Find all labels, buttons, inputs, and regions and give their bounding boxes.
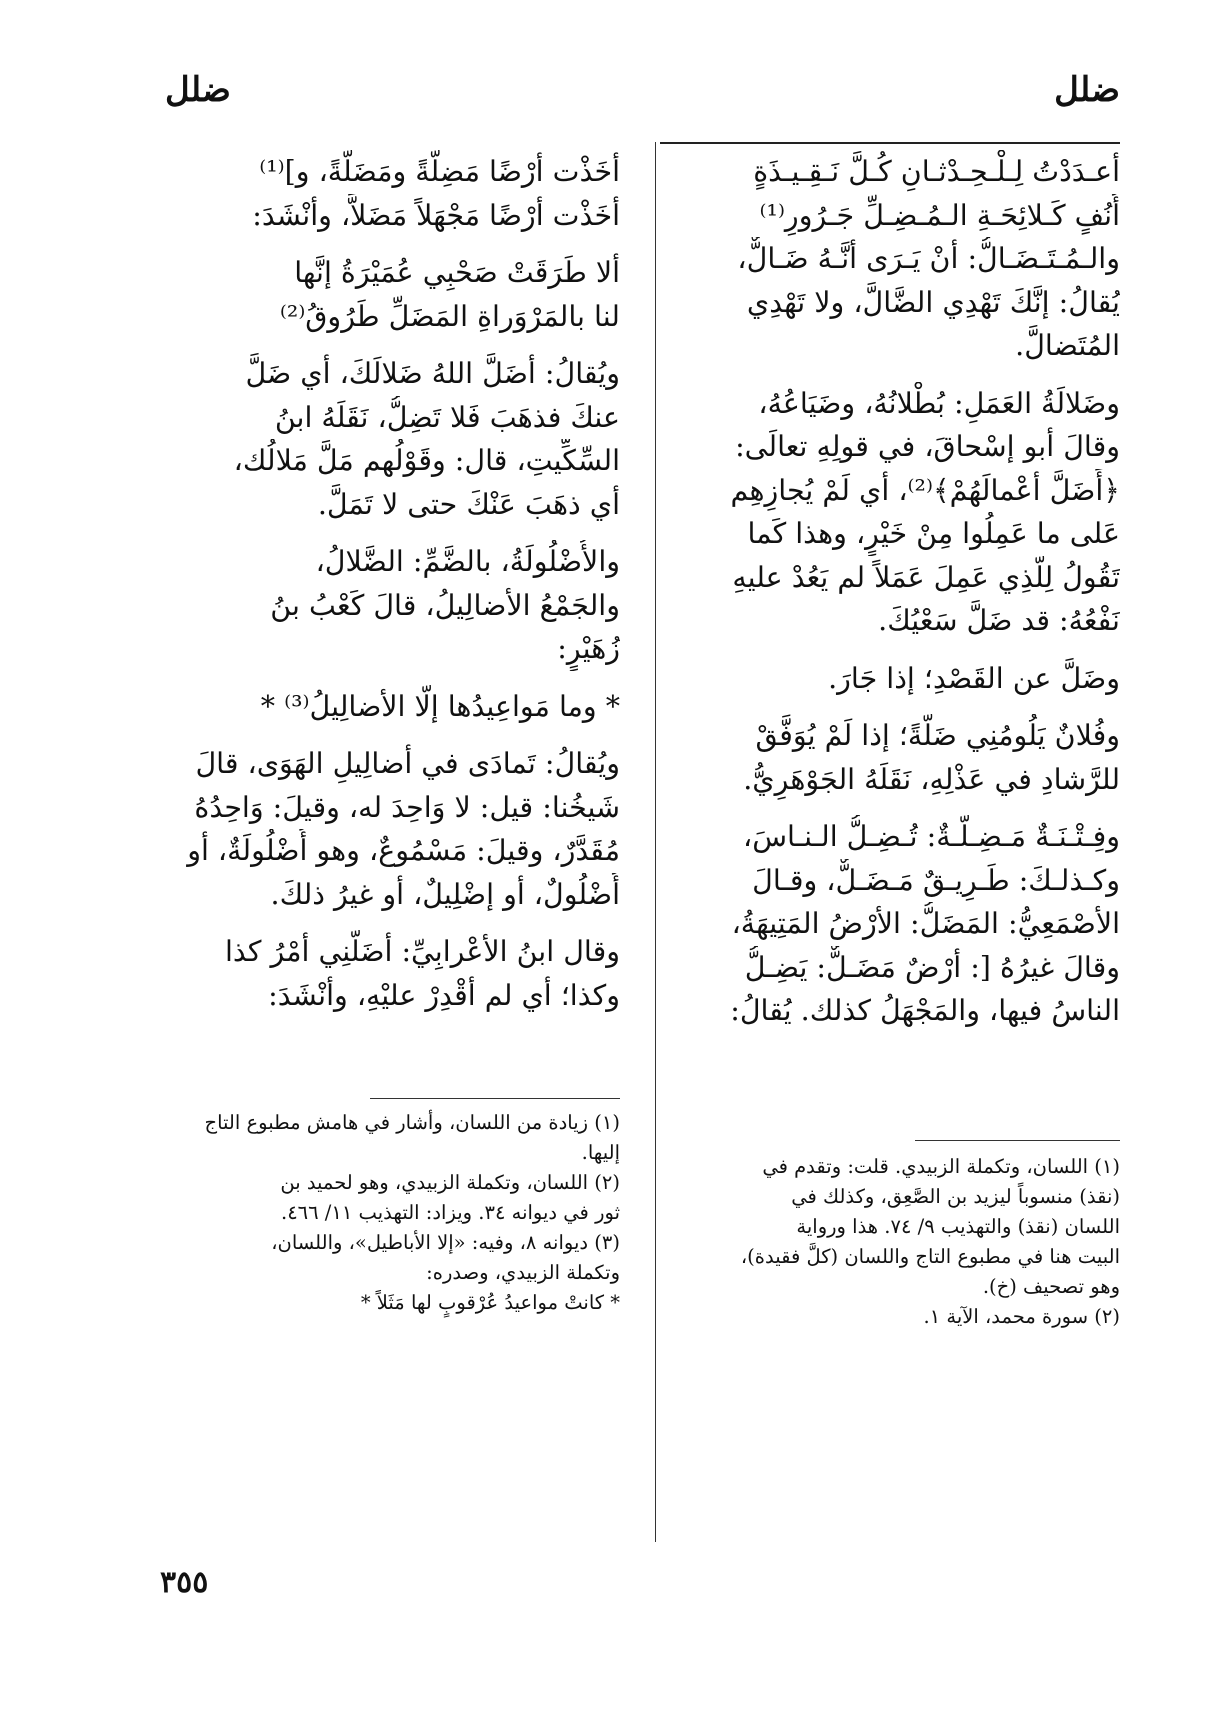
footnote-line: وتكملة الزبيدي، وصدره: — [426, 1261, 620, 1284]
page-number: ٣٥٥ — [160, 1565, 209, 1600]
text-line: ويُقالُ: أضَلَّ اللهُ ضَلالَكَ، أي ضَلَّ — [245, 357, 620, 390]
paragraph-gap — [150, 526, 620, 540]
text-line: أخَذْت أرْضًا مَضِلَّةً ومَضَلَّةً، و]⁽¹⁾ — [259, 155, 620, 188]
paragraph-gap — [655, 700, 1120, 714]
footnote-line: * كانتْ مواعيدُ عُرْقوبٍ لها مَثَلاً * — [360, 1291, 620, 1314]
footnote-line: (٢) سورة محمد، الآية ١. — [923, 1305, 1120, 1328]
text-line: زُهَيْرٍ: — [557, 632, 620, 665]
text-line: وقال ابنُ الأعْرابِيِّ: أضَلَّنِي أمْرُ كذا — [225, 935, 620, 968]
text-line: وقالَ أبو إسْحاقَ، في قولِهِ تعالَى: — [735, 430, 1120, 463]
text-line: عنكَ فذهَبَ فَلا تَضِلُّ، نَقَلَهُ ابنُ — [274, 400, 620, 434]
text-line: وفُلانٌ يَلُومُنِي ضَلَّةً؛ إذا لَمْ يُوَفَّقْ — [755, 719, 1120, 752]
text-line: يُقالُ: إنَّكَ تَهْدِي الضَّالَّ، ولا تَهْدِي — [746, 285, 1120, 319]
text-line: السِّكِّيتِ، قال: وقَوْلُهم مَلَّ مَلالُك، — [233, 444, 620, 477]
text-line: ألا طَرَقَتْ صَحْبِي عُمَيْرَةُ إنَّها — [294, 256, 620, 289]
footnote-line: (١) زيادة من اللسان، وأشار في هامش مطبوع التاج — [204, 1111, 620, 1134]
text-line: وضَلالَةُ العَمَلِ: بُطْلانُهُ، وضَيَاعُهُ، — [758, 386, 1120, 420]
text-line: وضَلَّ عن القَصْدِ؛ إذا جَارَ. — [828, 661, 1120, 695]
text-line: * وما مَواعِيدُها إلَّا الأضالِيلُ⁽³⁾ * — [260, 689, 620, 723]
text-line: والـمُـتَـضَـالُّ: أنْ يَـرَى أنَّـهُ ضَـالٌّ، — [737, 242, 1120, 275]
footnote-line: البيت هنا في مطبوع التاج واللسان (كلَّ فقيدة)، — [740, 1245, 1120, 1268]
text-line: وقالَ غيرُهُ [: أرْضٌ مَضَـلٌّ: يَضِـلُّ — [744, 950, 1120, 984]
text-line: نَفْعُهُ: قد ضَلَّ سَعْيُكَ. — [878, 604, 1120, 637]
footnote-rule-left — [370, 1098, 620, 1099]
left-column — [150, 150, 620, 1017]
text-line: تَقُولُ لِلَّذِي عَمِلَ عَمَلاً لم يَعُدْ عليهِ — [732, 560, 1120, 594]
text-line: المُتَضالَّ. — [1015, 329, 1120, 362]
text-line: والجَمْعُ الأضالِيلُ، قالَ كَعْبُ بنُ — [270, 588, 620, 622]
footnotes-left — [150, 1108, 620, 1318]
paragraph-gap — [150, 338, 620, 352]
text-line: وكـذلـكَ: طَـرِيـقٌ مَـضَـلٌّ، وقـالَ — [752, 863, 1120, 897]
paragraph-gap — [150, 671, 620, 685]
text-line: للرَّشادِ في عَذْلِهِ، نَقَلَهُ الجَوْهَرِيُّ. — [743, 762, 1120, 796]
footnotes-right — [655, 1152, 1120, 1332]
text-line: مُقَدَّرٌ، وقيلَ: مَسْمُوعٌ، وهو أُضْلُولَةٌ، أو — [187, 834, 620, 867]
text-line: أي ذهَبَ عَنْكَ حتى لا تَمَلَّ. — [317, 487, 620, 521]
running-headword-right: ضلل — [1054, 70, 1120, 110]
text-line: الأصْمَعِيُّ: المَضَلُّ: الأرْضُ المَتِيهَةُ، — [731, 907, 1120, 940]
text-line: وفِـتْـنَـةٌ مَـضِـلَّـةٌ: تُـضِـلُّ الـنـاسَ، — [743, 820, 1120, 853]
text-line: الناسُ فيها، والمَجْهَلُ كذلك. يُقالُ: — [730, 994, 1120, 1027]
text-line: أعـدَدْتُ لِـلْـحِـدْثـانِ كُـلَّ نَـقِـيـذَةٍ — [753, 155, 1120, 188]
running-headword-left: ضلل — [165, 70, 231, 110]
paragraph-gap — [655, 801, 1120, 815]
footnote-line: (٣) ديوانه ٨، وفيه: «إلا الأباطيل»، واللسان، — [271, 1231, 620, 1254]
text-line: ويُقالُ: تَمادَى في أضالِيلِ الهَوَى، قالَ — [195, 747, 620, 780]
text-line: والأُضْلُولَةُ، بالضَّمِّ: الضَّلالُ، — [315, 545, 620, 578]
paragraph-gap — [150, 916, 620, 930]
footnote-line: وهو تصحيف (خ). — [982, 1275, 1120, 1298]
footnote-line: (١) اللسان، وتكملة الزبيدي. قلت: وتقدم في — [762, 1155, 1120, 1178]
text-line: ﴿أَضَلَّ أعْمالَهُمْ﴾⁽²⁾، أي لَمْ يُجازِهِم — [730, 473, 1120, 507]
footnote-rule-right — [915, 1140, 1120, 1141]
text-line: وكذا؛ أي لم أقْدِرْ عليْهِ، وأنْشَدَ: — [268, 978, 620, 1012]
paragraph-gap — [655, 368, 1120, 382]
paragraph-gap — [150, 237, 620, 251]
footnote-line: (٢) اللسان، وتكملة الزبيدي، وهو لحميد بن — [280, 1171, 620, 1194]
text-line: عَلى ما عَمِلُوا مِنْ خَيْرٍ، وهذا كَما — [747, 517, 1120, 550]
text-line: أُضْلُولٌ، أو إضْلِيلٌ، أو غيرُ ذلكَ. — [270, 877, 620, 911]
right-column — [655, 150, 1120, 1033]
footnote-line: إليها. — [581, 1141, 620, 1164]
paragraph-gap — [150, 728, 620, 742]
header-rule — [660, 142, 1120, 144]
footnote-line: اللسان (نقذ) والتهذيب ٩/ ٧٤. هذا ورواية — [796, 1215, 1120, 1238]
text-line: أخَذْت أرْضًا مَجْهَلاً مَضَلاًّ، وأنْشَدَ: — [252, 198, 620, 232]
paragraph-gap — [655, 643, 1120, 657]
text-line: لنا بالمَرْوَراةِ المَضَلِّ طَرُوقُ⁽²⁾ — [279, 299, 620, 333]
footnote-line: ثور في ديوانه ٣٤. ويزاد: التهذيب ١١/ ٤٦٦. — [280, 1201, 620, 1224]
text-line: أُنُفٍ كَـلائِحَـةِ الـمُـضِـلِّ جَـرُورِ⁽¹⁾ — [759, 198, 1120, 232]
text-line: شَيخُنا: قيل: لا وَاحِدَ له، وقيلَ: وَاحِدُهُ — [194, 790, 620, 824]
footnote-line: (نقذ) منسوباً ليزيد بن الصَّعِق، وكذلك في — [791, 1185, 1120, 1208]
